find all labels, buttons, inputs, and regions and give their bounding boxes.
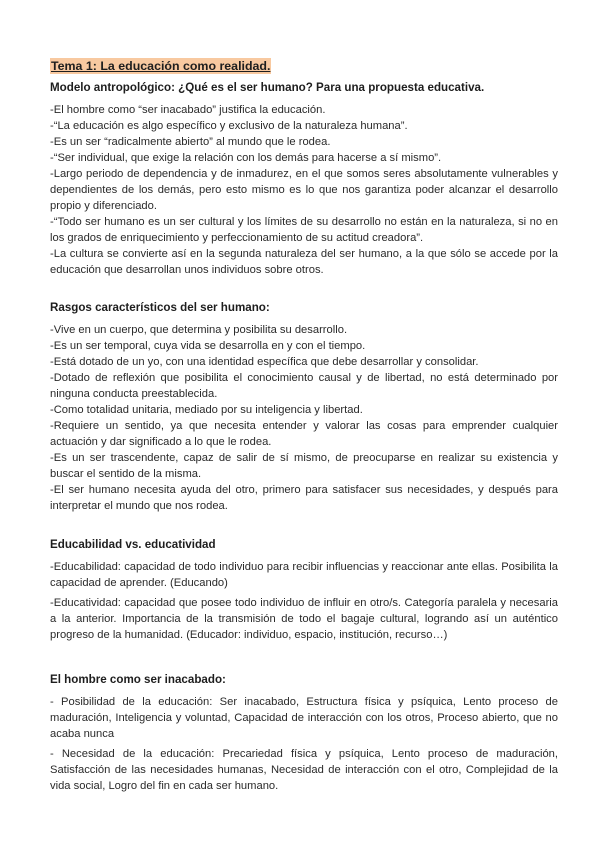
section-human-traits (50, 300, 558, 514)
paragraph: -Es un ser trascendente, capaz de salir de sí mismo, de preocuparse en realizar su existencia y buscar el sentido de la misma. (50, 452, 558, 480)
paragraph: -Está dotado de un yo, con una identidad específica que debe desarrollar y consolidar. (50, 356, 479, 368)
section-heading: Rasgos característicos del ser humano: (50, 301, 270, 314)
section-unfinished-being (50, 672, 558, 794)
paragraph: -Requiere un sentido, ya que necesita entender y valorar las cosas para emprender cualquier actuación y dar significado a lo que le rodea. (50, 420, 558, 448)
paragraph: -Largo periodo de dependencia y de inmadurez, en el que somos seres absolutamente vulnerables y dependientes de los demás, pero esto mismo es lo que nos garantiza poder alcanzar el desarrollo propio y diferenciado. (50, 168, 558, 212)
document-title: Tema 1: La educación como realidad. (51, 59, 271, 73)
paragraph: -“Ser individual, que exige la relación con los demás para hacerse a sí mismo”. (50, 152, 442, 164)
section-educability (50, 537, 558, 643)
section-heading: Educabilidad vs. educatividad (50, 538, 216, 551)
paragraph: -Es un ser temporal, cuya vida se desarrolla en y con el tiempo. (50, 340, 366, 352)
paragraph: -“La educación es algo específico y exclusivo de la naturaleza humana”. (50, 120, 408, 132)
section-anthropological-model (50, 80, 558, 278)
paragraph: -Vive en un cuerpo, que determina y posibilita su desarrollo. (50, 324, 348, 336)
paragraph: -El ser humano necesita ayuda del otro, primero para satisfacer sus necesidades, y después para interpretar el mundo que nos rodea. (50, 484, 558, 512)
paragraph: -Como totalidad unitaria, mediado por su inteligencia y libertad. (50, 404, 363, 416)
paragraph: - Posibilidad de la educación: Ser inacabado, Estructura física y psíquica, Lento proceso de maduración, Inteligencia y voluntad, Capacidad de interacción con los otros, Proceso abierto, que no acaba nunca (50, 696, 558, 740)
paragraph: -Es un ser “radicalmente abierto” al mundo que le rodea. (50, 136, 331, 148)
section-heading: Modelo antropológico: ¿Qué es el ser humano? Para una propuesta educativa. (50, 81, 485, 94)
paragraph: -Dotado de reflexión que posibilita el conocimiento causal y de libertad, no está determinado por ninguna conducta preestablecida. (50, 372, 558, 400)
paragraph: -La cultura se convierte así en la segunda naturaleza del ser humano, a la que sólo se accede por la educación que desarrollan unos individuos sobre otros. (50, 248, 558, 276)
paragraph: -Educabilidad: capacidad de todo individuo para recibir influencias y reaccionar ante ellas. Posibilita la capacidad de aprender. (Educando) (50, 561, 558, 589)
section-heading: El hombre como ser inacabado: (50, 673, 226, 686)
paragraph: - Necesidad de la educación: Precariedad física y psíquica, Lento proceso de maduración, Satisfacción de las necesidades humanas, Necesidad de interacción con el otro, Complejidad de la vida social, Logro del fin en cada ser humano. (50, 748, 558, 792)
paragraph: -“Todo ser humano es un ser cultural y los límites de su desarrollo no están en la naturaleza, si no en los grados de enriquecimiento y perfeccionamiento de su actitud creadora”. (50, 216, 558, 244)
paragraph: -El hombre como “ser inacabado” justifica la educación. (50, 104, 326, 116)
paragraph: -Educatividad: capacidad que posee todo individuo de influir en otro/s. Categoría paralela y necesaria a la anterior. Importancia de la transmisión de todo el bagaje cultural, logrando así un auténtico progreso de la humanidad. (Educador: individuo, espacio, institución, recurso…) (50, 597, 558, 641)
